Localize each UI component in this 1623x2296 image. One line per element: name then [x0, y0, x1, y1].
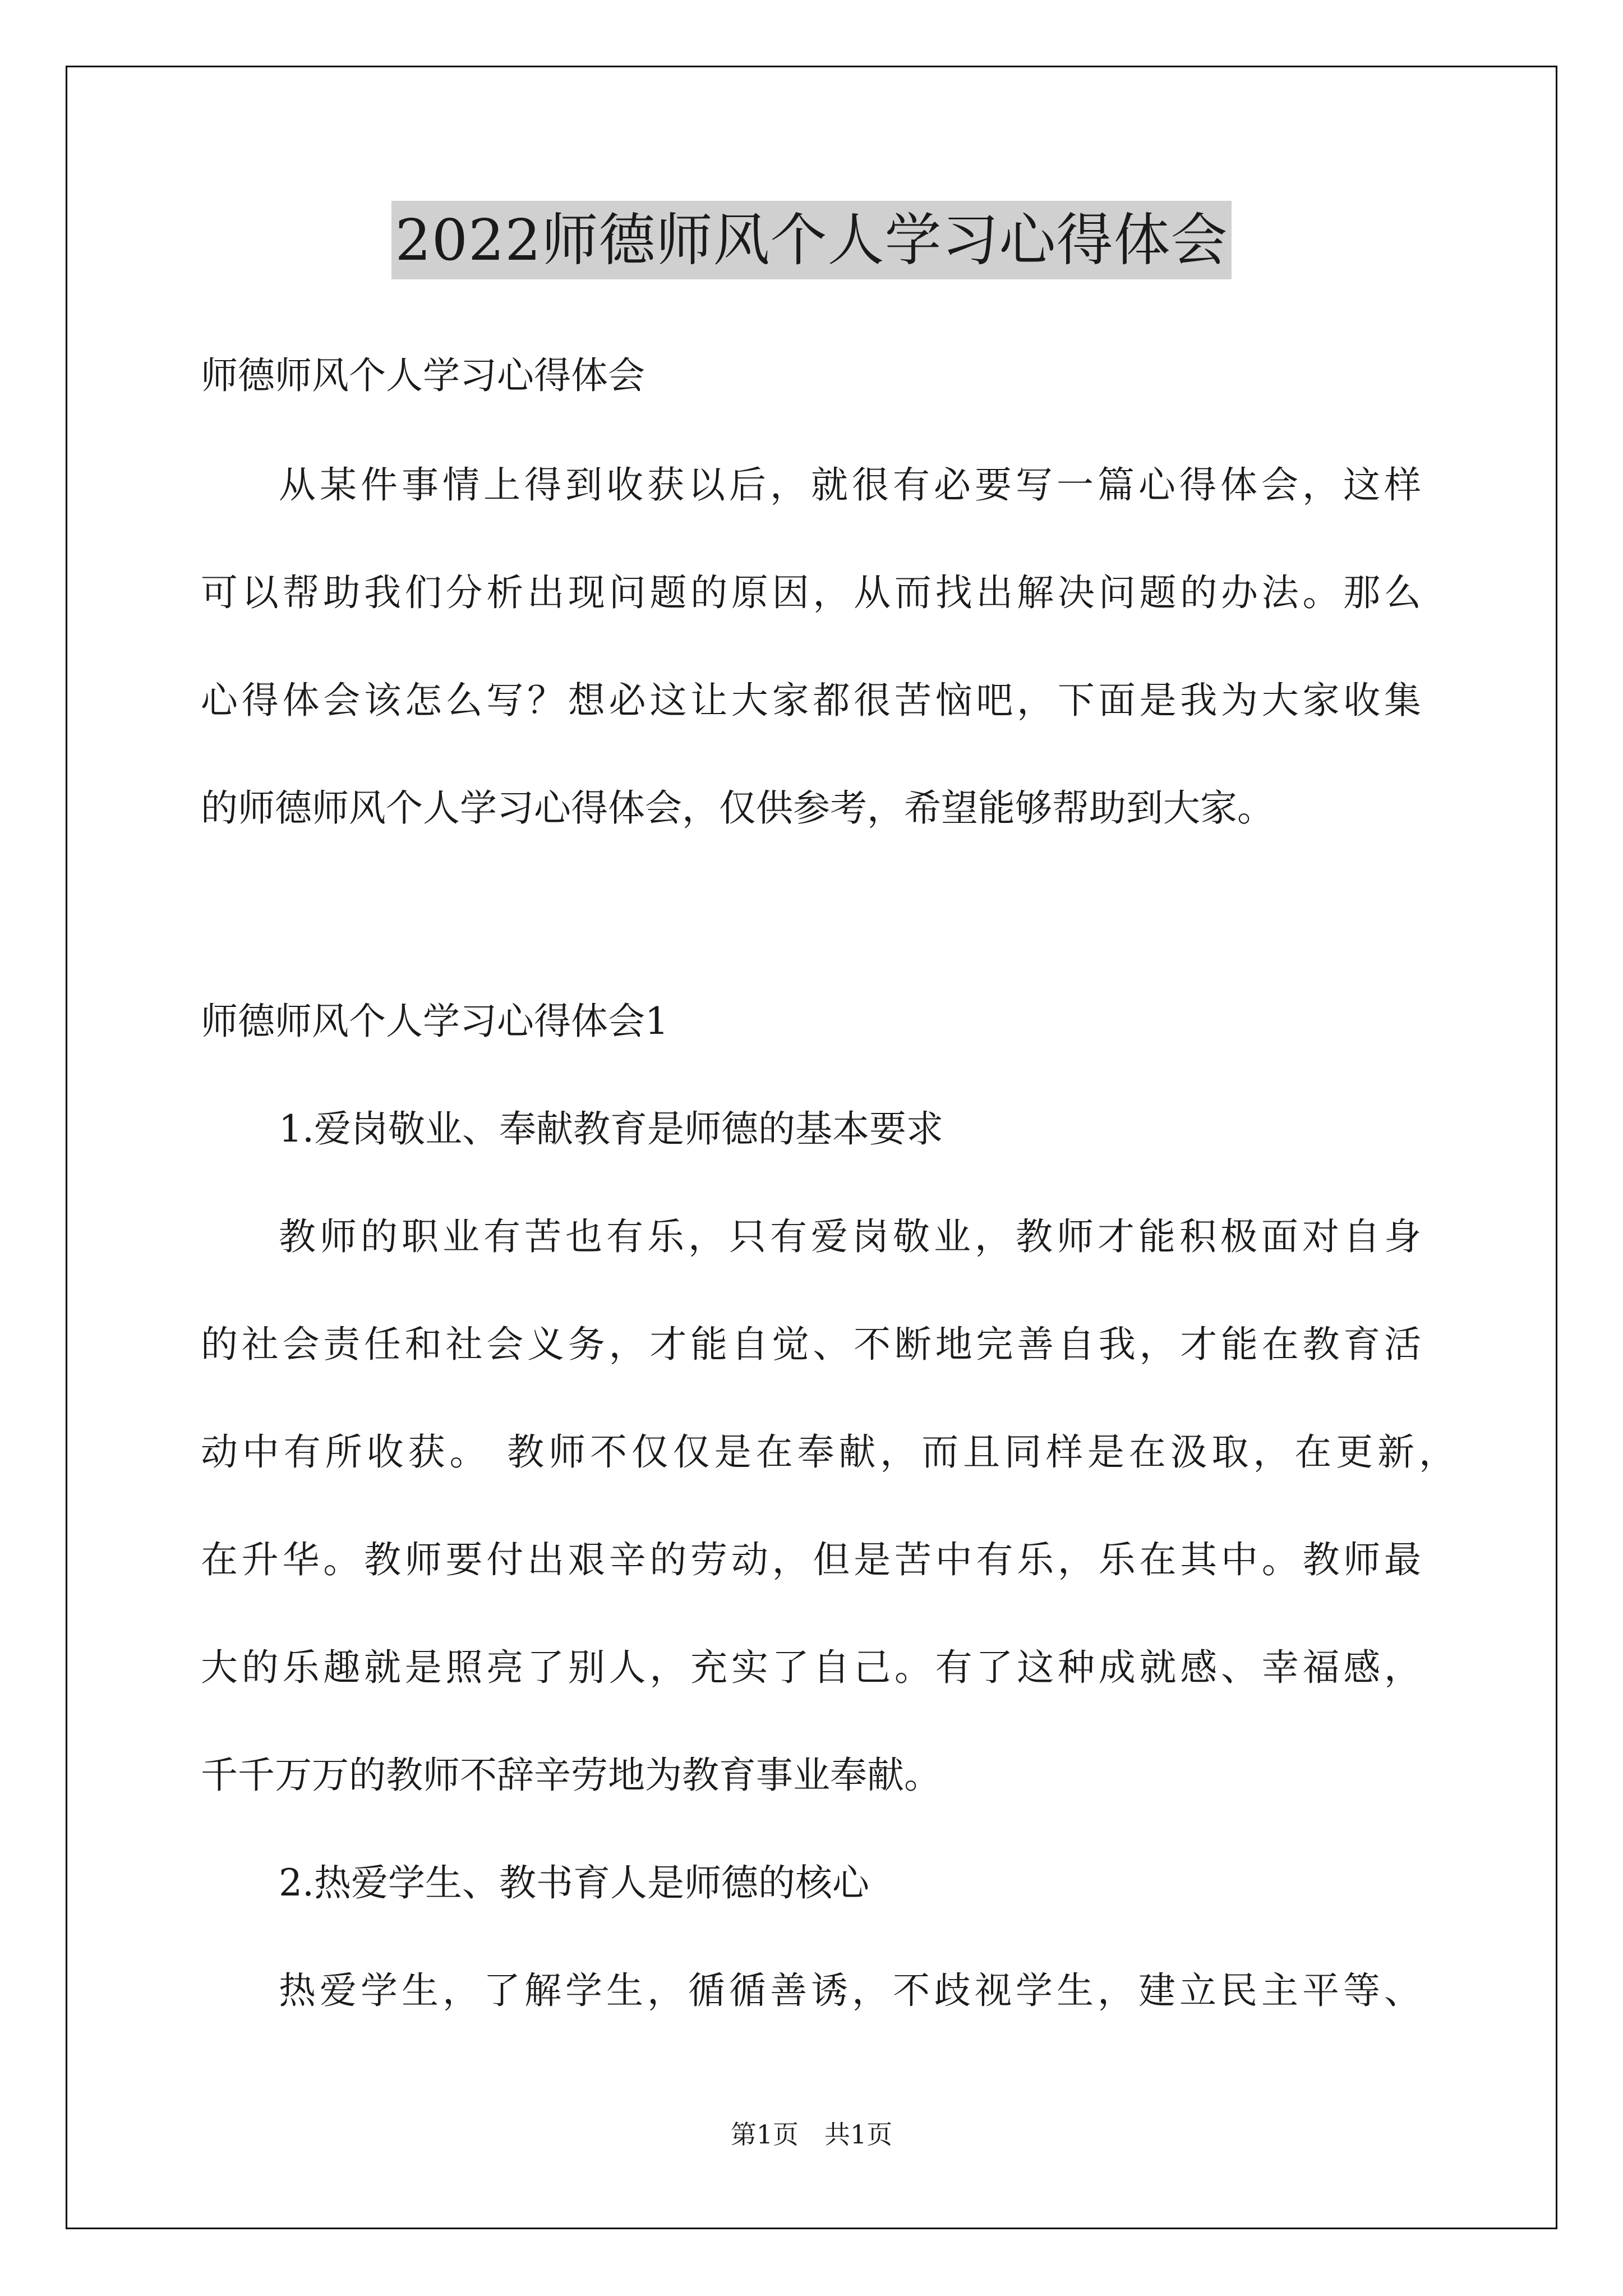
point-1-line-1: 教师的职业有苦也有乐，只有爱岗敬业，教师才能积极面对自身 — [279, 1215, 1421, 1258]
title-container — [0, 201, 1623, 279]
point-1-line-6: 千千万万的教师不辞辛劳地为教育事业奉献。 — [201, 1754, 941, 1797]
document-title: 2022师德师风个人学习心得体会 — [391, 201, 1231, 279]
section-heading-1: 师德师风个人学习心得体会1 — [201, 1000, 668, 1043]
point-1-line-5: 大的乐趣就是照亮了别人，充实了自己。有了这种成就感、幸福感， — [201, 1646, 1421, 1689]
intro-line-4: 的师德师风个人学习心得体会，仅供参考，希望能够帮助到大家。 — [201, 786, 1274, 830]
subtitle: 师德师风个人学习心得体会 — [201, 354, 645, 397]
point-2-heading: 2.热爱学生、教书育人是师德的核心 — [279, 1861, 869, 1904]
page-footer: 第1页 共1页 — [730, 2119, 893, 2150]
point-1-heading: 1.爱岗敬业、奉献教育是师德的基本要求 — [279, 1107, 943, 1151]
intro-line-2: 可以帮助我们分析出现问题的原因，从而找出解决问题的办法。那么 — [201, 571, 1421, 614]
point-2-line-1: 热爱学生，了解学生，循循善诱，不歧视学生，建立民主平等、 — [279, 1969, 1421, 2012]
point-1-line-4: 在升华。教师要付出艰辛的劳动，但是苦中有乐，乐在其中。教师最 — [201, 1538, 1421, 1581]
intro-line-1: 从某件事情上得到收获以后，就很有必要写一篇心得体会，这样 — [279, 463, 1421, 507]
point-1-line-3: 动中有所收获。 教师不仅仅是在奉献，而且同样是在汲取，在更新， — [201, 1430, 1456, 1474]
intro-line-3: 心得体会该怎么写？想必这让大家都很苦恼吧，下面是我为大家收集 — [201, 679, 1421, 722]
point-1-line-2: 的社会责任和社会义务，才能自觉、不断地完善自我，才能在教育活 — [201, 1323, 1421, 1366]
